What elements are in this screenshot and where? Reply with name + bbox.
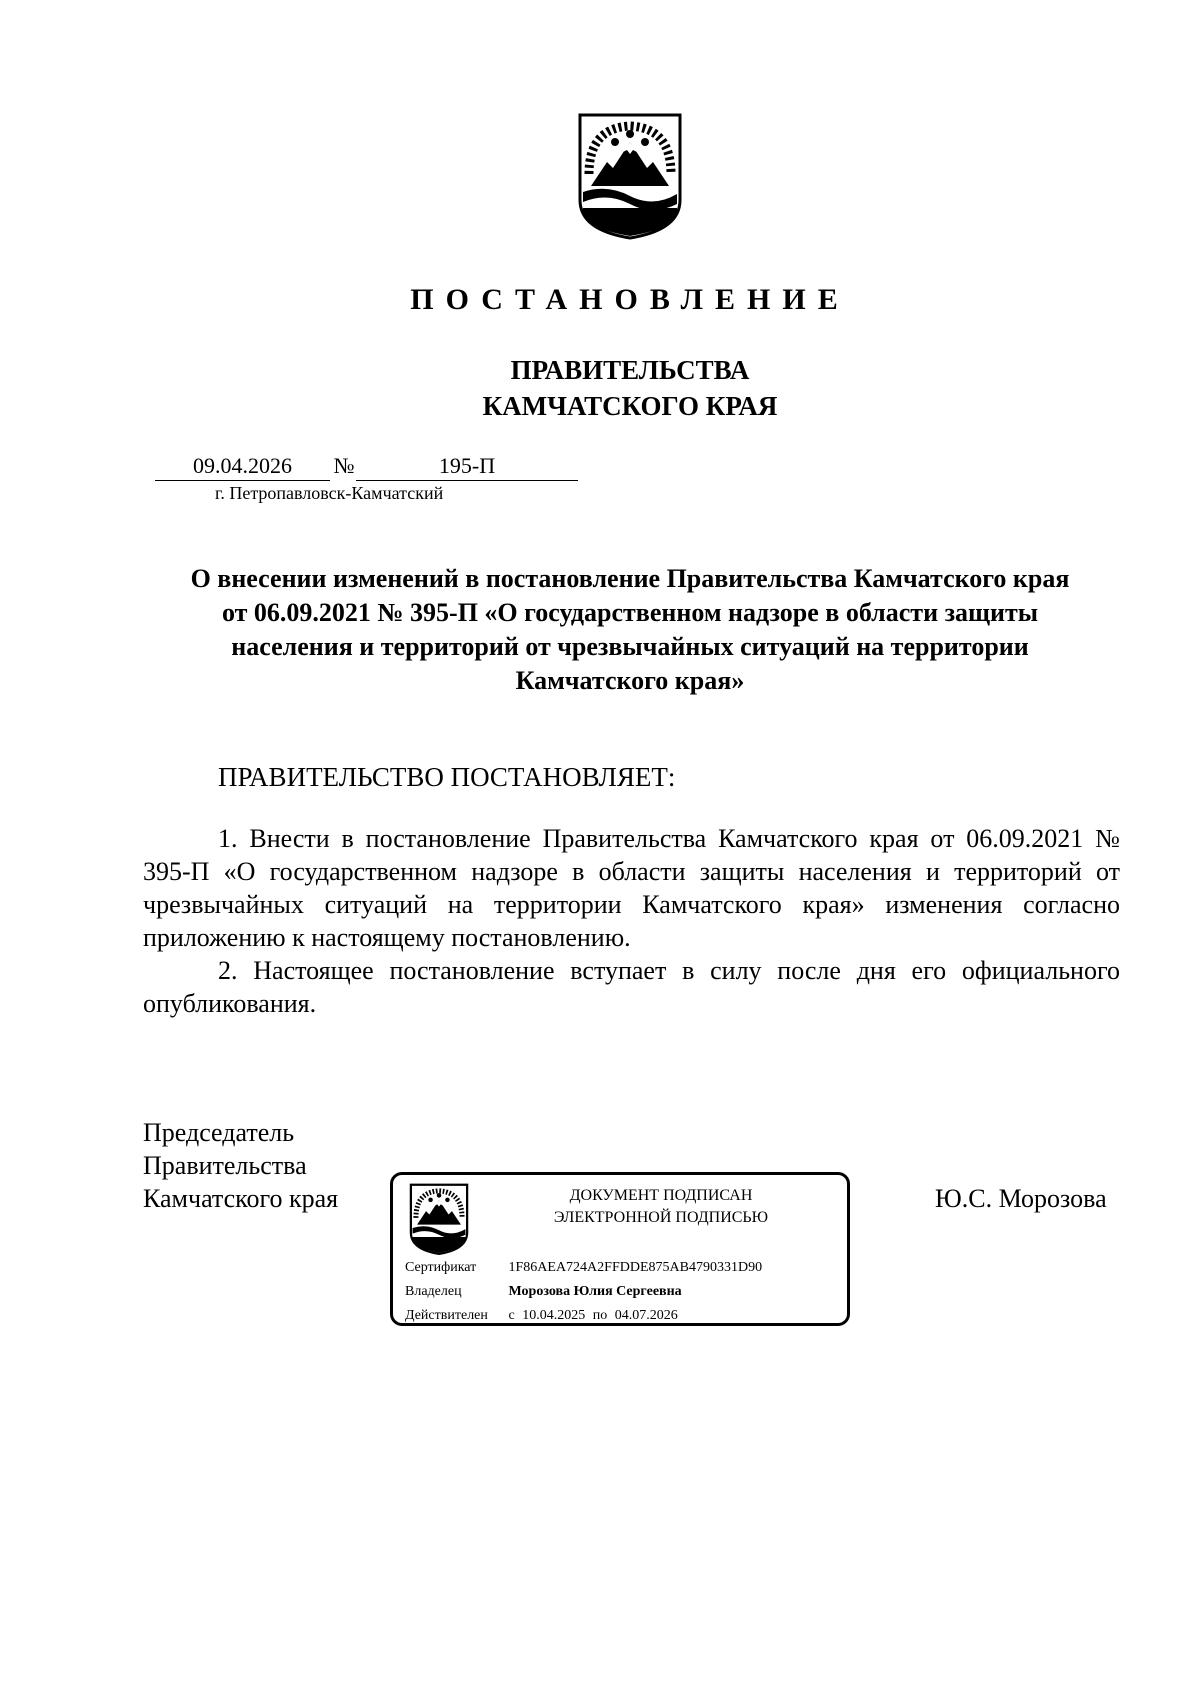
title-line-1: О внесении изменений в постановление Правительства Камчатского края — [190, 564, 1070, 593]
document-body — [143, 822, 1120, 1020]
authority-line-1: ПРАВИТЕЛЬСТВА — [510, 355, 750, 385]
signer-position — [143, 1116, 338, 1215]
validity-label: Действителен — [405, 1308, 488, 1323]
validity-from-word: с — [508, 1308, 515, 1323]
signer-position-line-2: Правительства — [143, 1151, 307, 1180]
decree-intro: ПРАВИТЕЛЬСТВО ПОСТАНОВЛЯЕТ: — [218, 762, 676, 792]
title-line-3: населения и территорий от чрезвычайных ситуаций на территории — [231, 632, 1029, 661]
number-sign: № — [333, 453, 355, 478]
document-type: ПОСТАНОВЛЕНИЕ — [410, 283, 850, 316]
certificate-value: 1F86AEA724A2FFDDE875AB4790331D90 — [508, 1260, 763, 1275]
electronic-signature-stamp — [390, 1172, 850, 1326]
validity-from-date: 10.04.2025 — [522, 1308, 586, 1323]
signer-position-line-3: Камчатского края — [143, 1184, 339, 1213]
kamchatka-coat-of-arms-icon — [577, 112, 683, 240]
stamp-owner-row — [405, 1283, 682, 1301]
owner-label: Владелец — [405, 1284, 462, 1299]
stamp-coat-of-arms-icon — [407, 1183, 471, 1255]
stamp-heading-line-1: ДОКУМЕНТ ПОДПИСАН — [569, 1187, 753, 1204]
issuing-authority — [0, 352, 1200, 424]
signer-position-line-1: Председатель — [143, 1118, 295, 1147]
signer-name: Ю.С. Морозова — [935, 1184, 1107, 1213]
document-title — [140, 562, 1120, 698]
stamp-heading-line-2: ЭЛЕКТРОННОЙ ПОДПИСЬЮ — [553, 1209, 769, 1226]
document-date: 09.04.2026 — [155, 452, 330, 481]
certificate-label: Сертификат — [405, 1260, 477, 1275]
document-number: 195-П — [356, 452, 578, 481]
validity-to-word: по — [592, 1308, 608, 1323]
title-line-4: Камчатского края» — [515, 666, 745, 695]
owner-value: Морозова Юлия Сергеевна — [508, 1284, 682, 1299]
stamp-certificate-row — [405, 1259, 762, 1277]
validity-to-date: 04.07.2026 — [614, 1308, 678, 1323]
stamp-validity-row — [405, 1307, 678, 1325]
document-city: г. Петропавловск-Камчатский — [215, 483, 444, 503]
title-line-2: от 06.09.2021 № 395-П «О государственном надзоре в области защиты — [221, 598, 1039, 627]
stamp-heading — [481, 1185, 841, 1229]
decree-item-2: 2. Настоящее постановление вступает в силу после дня его официального опубликования. — [143, 956, 1120, 1018]
decree-item-1: 1. Внести в постановление Правительства Камчатского края от 06.09.2021 № 395-П «О государственном надзоре в области защиты населения и территорий от чрезвычайных ситуаций на территории Камчатского края» изменения согласно приложению к настоящему постановлению. — [143, 824, 1120, 952]
authority-line-2: КАМЧАТСКОГО КРАЯ — [482, 391, 778, 421]
